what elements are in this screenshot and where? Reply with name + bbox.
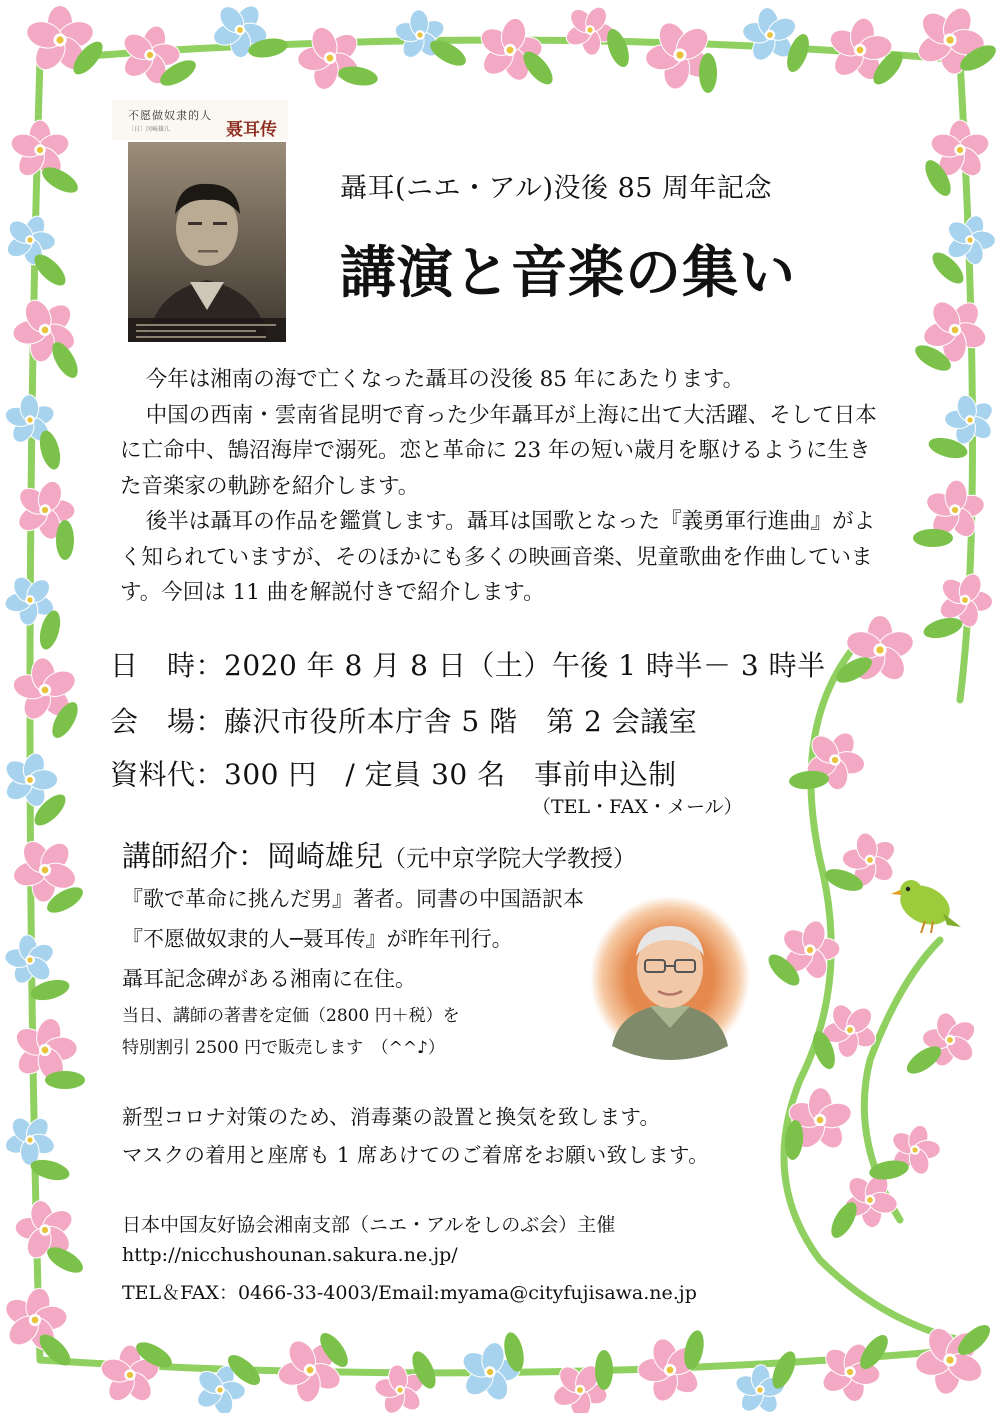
lecturer-line: 『不愿做奴隶的人─聂耳传』が昨年刊行。 bbox=[122, 927, 513, 951]
intro-paragraph: 今年は湘南の海で亡くなった聶耳の没後 85 年にあたります。 bbox=[145, 367, 745, 392]
flower-icon bbox=[283, 11, 377, 105]
leaf-icon bbox=[595, 1350, 613, 1390]
flower-icon bbox=[0, 643, 92, 737]
book-title-main: 聂耳传 bbox=[226, 120, 277, 140]
covid-notice: 新型コロナ対策のため、消毒薬の設置と換気を致します。 bbox=[122, 1105, 661, 1129]
covid-notice: マスクの着用と座席も 1 席あけてのご着席をお願い致します。 bbox=[122, 1143, 709, 1167]
book-cover bbox=[112, 100, 288, 344]
lecturer-line: 『歌で革命に挑んだ男』著者。同書の中国語訳本 bbox=[122, 887, 584, 911]
intro-paragraph: 中国の西南・雲南省昆明で育った少年聶耳が上海に出て大活躍、そして日本に亡命中、鵠沼海岸で溺死。恋と革命に 23 年の短い歳月を駆けるように生きた音楽家の軌跡を紹介します。 bbox=[120, 402, 877, 499]
flower-icon bbox=[0, 283, 92, 378]
organizer-name: 日本中国友好協会湘南支部（ニエ・アルをしのぶ会）主催 bbox=[122, 1214, 616, 1236]
bird-icon bbox=[891, 878, 961, 933]
leaf-icon bbox=[45, 1071, 85, 1089]
organizer-url[interactable]: http://nicchushounan.sakura.ne.jp/ bbox=[122, 1244, 458, 1266]
book-author: 〔日〕冈崎雄儿 bbox=[128, 126, 171, 133]
leaf-icon bbox=[699, 53, 717, 93]
lecturer-photo bbox=[590, 896, 750, 1060]
event-subtitle: 聶耳(ニエ・アル)没後 85 周年記念 bbox=[340, 173, 773, 204]
event-title: 講演と音楽の集い bbox=[340, 241, 796, 306]
event-venue: 会 場：藤沢市役所本庁舎 5 階 第 2 会議室 bbox=[110, 705, 698, 738]
flower-icon bbox=[908, 0, 992, 80]
organizer-contact: TEL＆FAX：0466-33-4003/Email:myama@cityfujisawa.ne.jp bbox=[122, 1282, 697, 1304]
intro-text bbox=[120, 362, 880, 611]
intro-paragraph: 後半は聶耳の作品を鑑賞します。聶耳は国歌となった『義勇軍行進曲』がよく知られていますが、そのほかにも多くの映画音楽、児童歌曲を作曲しています。今回は 11 曲を解説付きで紹介します。 bbox=[120, 509, 876, 605]
flower-icon bbox=[908, 284, 1000, 378]
book-portrait-photo bbox=[128, 142, 286, 342]
event-fee-capacity: 資料代：300 円 / 定員 30 名 事前申込制 bbox=[110, 758, 677, 791]
book-title-small: 不愿做奴隶的人 bbox=[128, 109, 212, 122]
leaf-icon bbox=[56, 520, 74, 560]
flower-icon bbox=[200, 0, 280, 70]
lecturer-name: 講師紹介：岡崎雄兒 bbox=[122, 839, 384, 873]
flower-icon bbox=[792, 718, 877, 802]
leaf-icon bbox=[921, 614, 964, 642]
registration-methods: （TEL・FAX・メール） bbox=[532, 796, 743, 818]
lecturer-line: 当日、講師の著書を定価（2800 円＋税）を bbox=[122, 1006, 460, 1026]
lecturer-affiliation: （元中京学院大学教授） bbox=[383, 846, 637, 872]
flower-icon bbox=[631, 6, 728, 104]
lecturer-line: 聶耳記念碑がある湘南に在住。 bbox=[122, 967, 416, 991]
leaf-icon bbox=[913, 529, 953, 547]
event-date: 日 時：2020 年 8 月 8 日（土）午後 1 時半－ 3 時半 bbox=[110, 649, 826, 682]
lecturer-heading bbox=[122, 834, 636, 875]
vine bbox=[784, 640, 960, 1340]
lecturer-line: 特別割引 2500 円で販売します （^^♪） bbox=[122, 1038, 445, 1058]
